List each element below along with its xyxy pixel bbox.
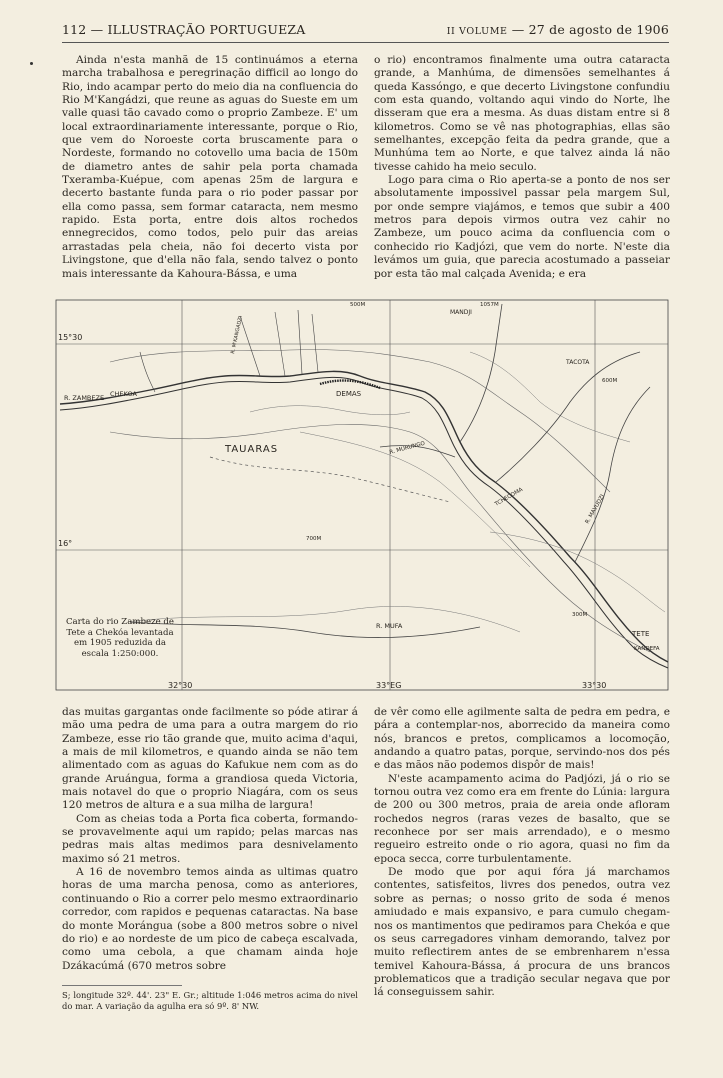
tributary-river	[575, 387, 650, 562]
paragraph: Ainda n'esta manhã de 15 continuámos a eterna marcha trabalhosa e peregrinação difficil ao longo do Rio, indo acampar perto do meio dia na confluencia do Rio M'Kangádzi, que reune as aguas do Sueste em um valle quasi tão cavado como o proprio Zambeze. E' um local extraordinariamente interessante, porque o Rio, que vem do Noroeste corta bruscamente para o Nordeste, formando no cotovello uma bacia de 150m de diametro antes de sahir pela porta chamada Txeramba-Kuépue, com apenas 25m de largura e decerto bastante funda para o rio poder passar por ella como passa, sem formar cataracta, nem mesmo rapido. Esta porta, entre dois altos rochedos ennegrecidos, como todos, pelo puir das areias arrastadas pela cheia, não foi decerto vista por Livingstone, que d'ella não fala, sendo talvez o ponto mais interessante da Kahoura-Bássa, e uma	[62, 54, 358, 280]
hill-hatching	[320, 381, 380, 388]
column-right-top	[374, 54, 670, 281]
mufa-river	[130, 622, 480, 637]
tributary-river	[140, 352, 155, 392]
contour-line	[130, 606, 520, 632]
tacota-label: TACOTA	[566, 359, 590, 366]
page-number-and-title: 112 — ILLUSTRAÇÃO PORTUGUEZA	[62, 22, 306, 37]
contour-line	[490, 532, 665, 612]
paragraph: A 16 de novembro temos ainda as ultimas quatro horas de uma marcha penosa, como as anteriores, continuando o Rio a correr pelo mesmo extraordinario corredor, com rapidos e pequenas cataractas. Na base do monte Morángua (sobe a 800 metros sobre o nivel do rio) e ao nordeste de um pico de cabeça escalvada, como uma cebola, a que chamam ainda hoje Dzákacúmá (670 metros sobre	[62, 866, 358, 972]
column-left-bottom	[62, 706, 358, 973]
elevation-label: 600M	[602, 378, 618, 384]
paragraph: N'este acampamento acima do Padjózi, já o rio se tornou outra vez como era em frente do Lúnia: largura de 200 ou 300 metros, praia de areia onde afloram rochedos negros (raras vezes de basalto, que se reconhece por ser mais arrendado), e o mesmo regueiro estreito onde o rio agora, quasi no fim da epoca secca, corre turbulentamente.	[374, 772, 670, 865]
paragraph: De modo que por aqui fóra já marchamos contentes, satisfeitos, livres dos penedos, outra vez sobre as pernas; o nosso grito de soda é menos amiudado e mais expansivo, e para cumulo chegam-nos os mantimentos que pediramos para Chekóa e que os seus carregadores vinham demorando, talvez por muito reflectirem antes de se embrenharem n'essa temivel Kahoura-Bássa, á procura de uns brancos problematicos que a tradição secular negava que por lá conseguissem sahir.	[374, 866, 670, 999]
murungo-label: R. MURUNGO	[388, 440, 426, 456]
lat-label-top: 15°30	[58, 333, 83, 342]
lon-label-left: 32°30	[168, 681, 193, 690]
contour-line	[300, 432, 530, 567]
contour-line	[250, 406, 410, 415]
mandji-label: MANDJI	[450, 309, 472, 316]
paragraph: de vêr como elle agilmente salta de pedra em pedra, e pára a contemplar-nos, aborrecido da maneira como nós, brancos e pretos, complicamos a locomoção, andando a quatro patas, porque, servindo-nos dos pés e das mãos não podemos dispôr de mais!	[374, 706, 670, 772]
footnote: S; longitude 32º. 44'. 23" E. Gr.; altitude 1:046 metros acima do nivel do mar. A variação da agulha era só 9º. 8' NW.	[62, 990, 358, 1011]
issue-date: — 27 de agosto de 1906	[511, 22, 669, 37]
page-header	[62, 22, 669, 38]
mufa-label: R. MUFA	[376, 622, 403, 630]
footnote-rule	[62, 985, 182, 986]
header-rule	[62, 42, 669, 43]
mavudzi-label: R. MAVUDZI	[584, 493, 607, 525]
issue-info	[447, 22, 669, 37]
zambeze-label: R. ZAMBEZE	[64, 394, 105, 402]
tete-label: TETE	[632, 630, 650, 638]
tributary-river	[298, 310, 302, 374]
column-left-top	[62, 54, 358, 281]
volume-label: II VOLUME	[446, 26, 508, 37]
elevation-label: 500M	[350, 302, 366, 308]
column-right-bottom	[374, 706, 670, 1000]
paragraph: Com as cheias toda a Porta fica coberta, formando-se provavelmente aqui um rapido; pelas marcas nas pedras mais altas medimos para desnivelamento maximo só 21 metros.	[62, 812, 358, 865]
paragraph: o rio) encontramos finalmente uma outra cataracta grande, a Manhúma, de dimensões semelhantes á queda Kassóngo, e que decerto Livingstone confundiu com esta quando, voltando aqui vindo do Norte, lhe disseram que era a mesma. As duas distam entre si 8 kilometros. Como se vê nas photographias, ellas são semelhantes, excepção feita da pedra grande, que a Munhúma tem ao Norte, e que talvez ainda lá não tivesse cahido ha meio seculo.	[374, 54, 670, 173]
tributary-river	[496, 352, 640, 482]
mkangadzi-label: R. M'KANGADZI	[230, 315, 244, 355]
kandefa-label: KANDEFA	[634, 646, 660, 652]
lon-label-mid: 33°EG	[376, 681, 402, 690]
map-caption: Carta do rio Zambeze de Tete a Chekóa levantada em 1905 reduzida da escala 1:250:000.	[65, 617, 175, 659]
chekoa-label: CHEKOA	[110, 390, 137, 398]
route-dashed	[210, 457, 450, 502]
lat-label-mid: 16°	[58, 539, 73, 548]
margin-mark	[30, 62, 33, 65]
contour-line	[110, 424, 650, 652]
elevation-label: 300M	[572, 612, 588, 618]
tributary-river	[240, 316, 260, 376]
demas-label: DEMAS	[336, 390, 362, 398]
tauaras-label: TAUARAS	[225, 444, 279, 455]
paragraph: Logo para cima o Rio aperta-se a ponto de nos ser absolutamente impossivel passar pela margem Sul, por onde sempre viajámos, e temos que subir a 400 metros para depois virmos outra vez cahir no Zambeze, um pouco acima da confluencia com o conhecido rio Kadjózi, que vem do norte. N'este dia levámos um guia, que parecia acostumado a passeiar por esta tão mal calçada Avenida; e era	[374, 174, 670, 280]
elevation-label: 700M	[306, 536, 322, 542]
tributary-river	[312, 314, 318, 372]
lon-label-right: 33°30	[582, 681, 607, 690]
paragraph: das muitas gargantas onde facilmente so póde atirar á mão uma pedra de uma para a outra margem do rio Zambeze, esse rio tão grande que, muito acima d'aqui, a mais de mil kilometros, e quando ainda se não tem alimentado com as aguas do Kafukue nem com as do grande Aruángua, forma a grandiosa queda Victoria, mais notavel do que o proprio Niagára, com os seus 120 metros de altura e a sua milha de largura!	[62, 706, 358, 812]
elevation-label: 1057M	[480, 302, 499, 308]
tchecoma-label: TCHECOMA	[494, 486, 524, 508]
tributary-river	[460, 304, 502, 442]
contour-line	[110, 350, 610, 492]
